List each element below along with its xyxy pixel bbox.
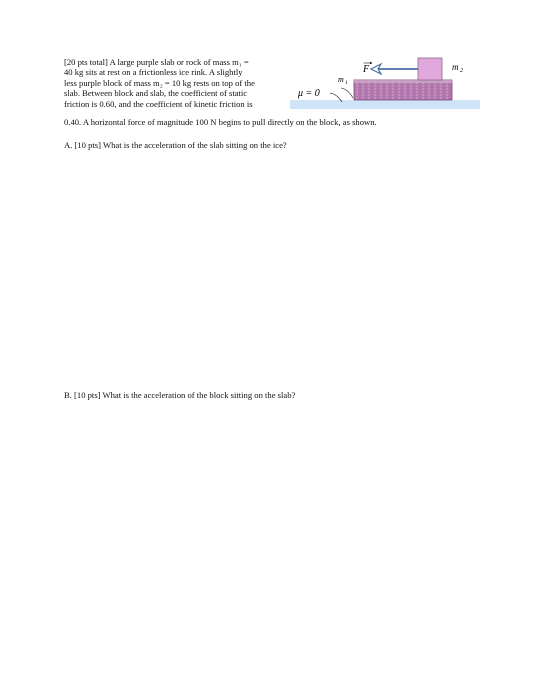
vector-tip: [370, 62, 373, 65]
intro-line: [20 pts total] A large purple slab or rock of mass m₁ =: [64, 57, 249, 67]
m1-label: m: [338, 75, 344, 84]
problem-intro: [64, 57, 296, 109]
intro-line: friction is 0.60, and the coefficient of kinetic friction is: [64, 98, 253, 109]
m1-subscript: 1: [345, 80, 348, 86]
m2-label: m: [452, 62, 459, 72]
slab-top-band: [354, 80, 452, 83]
question-a: A. [10 pts] What is the acceleration of the slab sitting on the ice?: [64, 140, 287, 150]
ice-surface: [290, 100, 480, 109]
intro-last-line: 0.40. A horizontal force of magnitude 100 N begins to pull directly on the block, as shown.: [64, 117, 377, 127]
intro-line: less purple block of mass m₂ = 10 kg rests on top of the: [64, 77, 255, 88]
block-m2: [418, 58, 442, 80]
question-b: B. [10 pts] What is the acceleration of the block sitting on the slab?: [64, 390, 296, 400]
mu-label: μ = 0: [298, 88, 320, 99]
force-label: F: [363, 64, 370, 75]
intro-line: 40 kg sits at rest on a frictionless ice rink. A slightly: [64, 67, 243, 78]
intro-line: slab. Between block and slab, the coefficient of static: [64, 88, 248, 99]
m2-subscript: 2: [460, 68, 463, 74]
m1-leader-line: [341, 88, 353, 98]
slab-block-diagram: [290, 52, 480, 124]
